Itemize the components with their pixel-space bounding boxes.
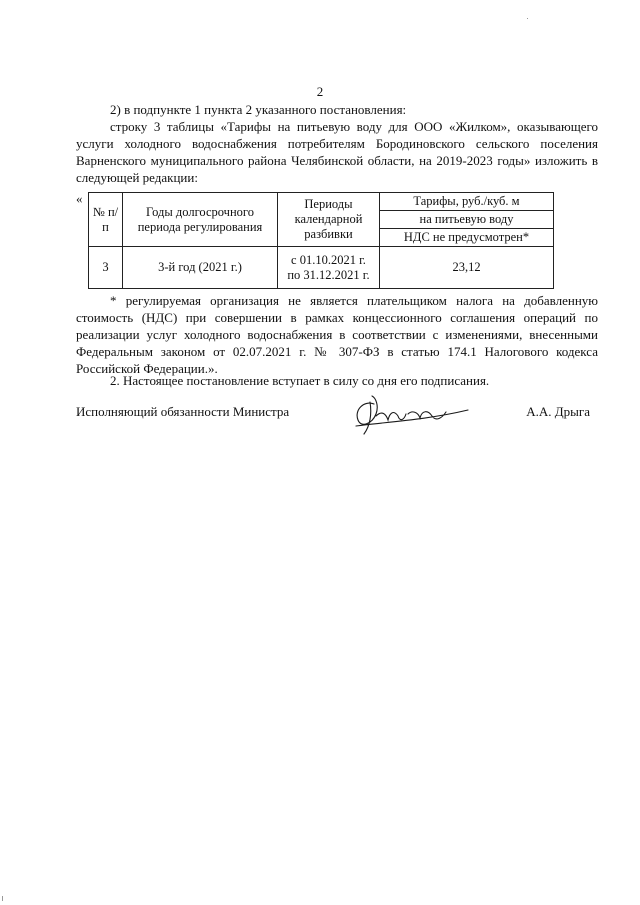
clause-2: 2. Настоящее постановление вступает в силу со дня его подписания. <box>110 373 490 388</box>
page-number: 2 <box>316 84 324 99</box>
handwritten-signature <box>346 392 476 437</box>
opening-quote: « <box>76 191 83 206</box>
signatory-position: Исполняющий обязанности Министра <box>76 404 290 419</box>
header-vat: НДС не предусмотрен* <box>380 229 554 247</box>
header-water: на питьевую воду <box>380 211 554 229</box>
header-years: Годы долгосрочного периода регулирования <box>123 193 278 247</box>
paragraph-item2: 2) в подпункте 1 пункта 2 указанного постановления: <box>110 102 407 117</box>
scan-speck <box>527 18 528 19</box>
period-to: по 31.12.2021 г. <box>287 267 370 282</box>
scan-edge-mark <box>2 896 3 901</box>
cell-num: 3 <box>89 247 123 289</box>
cell-year: 3-й год (2021 г.) <box>123 247 278 289</box>
header-num: № п/п <box>89 193 123 247</box>
period-from: с 01.10.2021 г. <box>291 252 366 267</box>
header-tariffs: Тарифы, руб./куб. м <box>380 193 554 211</box>
cell-tariff: 23,12 <box>380 247 554 289</box>
paragraph-row-instruction: строку 3 таблицы «Тарифы на питьевую воду для ООО «Жилком», оказывающего услуги холодного водоснабжения потребителям Бородиновского сельского поселения Варненского муниципального района Челябинской области, на 2019-2023 годы» изложить в следующей редакции: <box>76 119 598 185</box>
header-periods: Периоды календарной разбивки <box>278 193 380 247</box>
footnote: * регулируемая организация не является плательщиком налога на добавленную стоимость (НДС) при совершении в рамках концессионного соглашения операций по реализации услуг холодного водоснабжения в соответствии с изменениями, внесенными Федеральным законом от 02.07.2021 г. № 307-ФЗ в статью 174.1 Налогового кодекса Российской Федерации.». <box>76 293 598 376</box>
tariff-table <box>88 192 554 289</box>
signatory-name: А.А. Дрыга <box>526 404 590 419</box>
cell-period <box>278 247 380 289</box>
table-row <box>89 247 554 289</box>
